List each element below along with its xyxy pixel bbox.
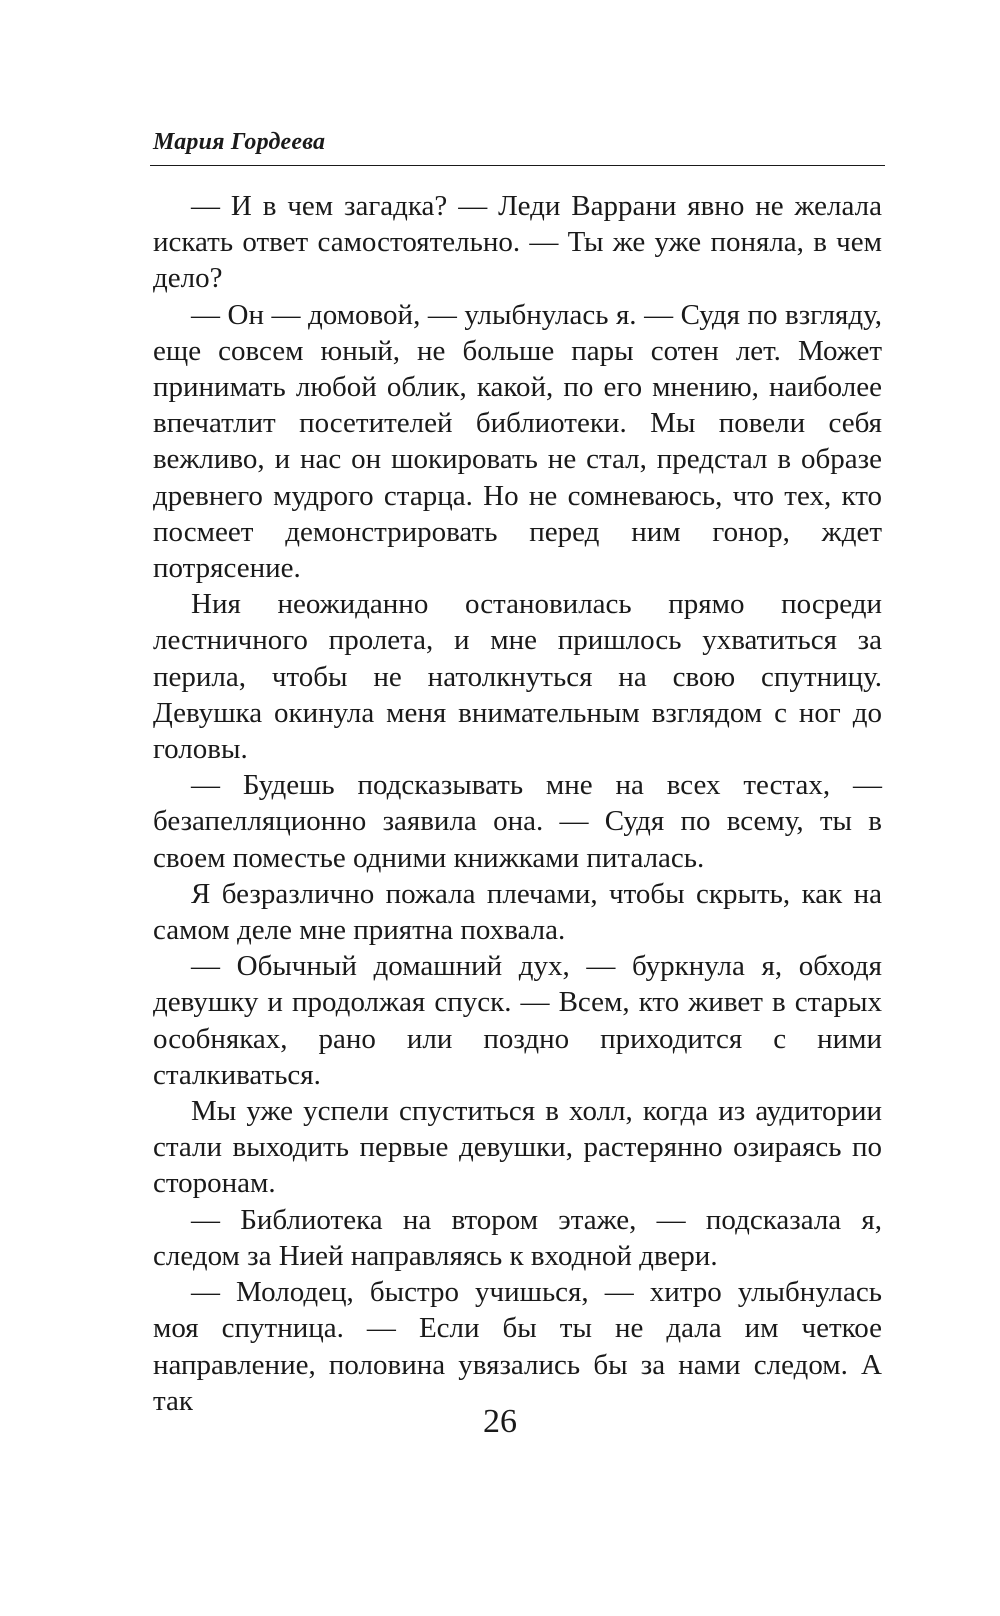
paragraph-1: — И в чем загадка? — Леди Варрани явно не желала искать ответ самостоятельно. — Ты же уже поняла, в чем дело? — [153, 190, 882, 295]
page-number: 26 — [483, 1403, 517, 1440]
running-head-author: Мария Гордеева — [153, 129, 326, 155]
paragraph-4: — Будешь подсказывать мне на всех тестах, — безапелляционно заявила она. — Судя по всему, ты в своем поместье одними книжками питалась. — [153, 769, 882, 874]
paragraph-3: Ния неожиданно остановилась прямо посреди лестничного пролета, и мне пришлось ухватиться за перила, чтобы не натолкнуться на свою спутницу. Девушка окинула меня внимательным взглядом с ног до головы. — [153, 588, 882, 766]
body-text — [153, 188, 882, 1419]
paragraph-8: — Библиотека на втором этаже, — подсказала я, следом за Нией направляясь к входной двери. — [153, 1203, 882, 1272]
paragraph-2: — Он — домовой, — улыбнулась я. — Судя по взгляду, еще совсем юный, не больше пары сотен лет. Может принимать любой облик, какой, по его мнению, наиболее впечатлит посетителей библиотеки. Мы повели себя вежливо, и нас он шокировать не стал, предстал в образе древнего мудрого старца. Но не сомневаюсь, что тех, кто посмеет демонстрировать перед ним гонор, ждет потрясение. — [153, 298, 882, 585]
paragraph-6: — Обычный домашний дух, — буркнула я, обходя девушку и продолжая спуск. — Всем, кто живет в старых особняках, рано или поздно приходится с ними сталкиваться. — [153, 950, 882, 1091]
paragraph-5: Я безразлично пожала плечами, чтобы скрыть, как на самом деле мне приятна похвала. — [153, 877, 882, 947]
paragraph-9: — Молодец, быстро учишься, — хитро улыбнулась моя спутница. — Если бы ты не дала им четкое направление, половина увязались бы за нами следом. А так — [153, 1276, 882, 1417]
header-rule — [150, 165, 885, 166]
paragraph-7: Мы уже успели спуститься в холл, когда из аудитории стали выходить первые девушки, растерянно озираясь по сторонам. — [153, 1095, 882, 1200]
